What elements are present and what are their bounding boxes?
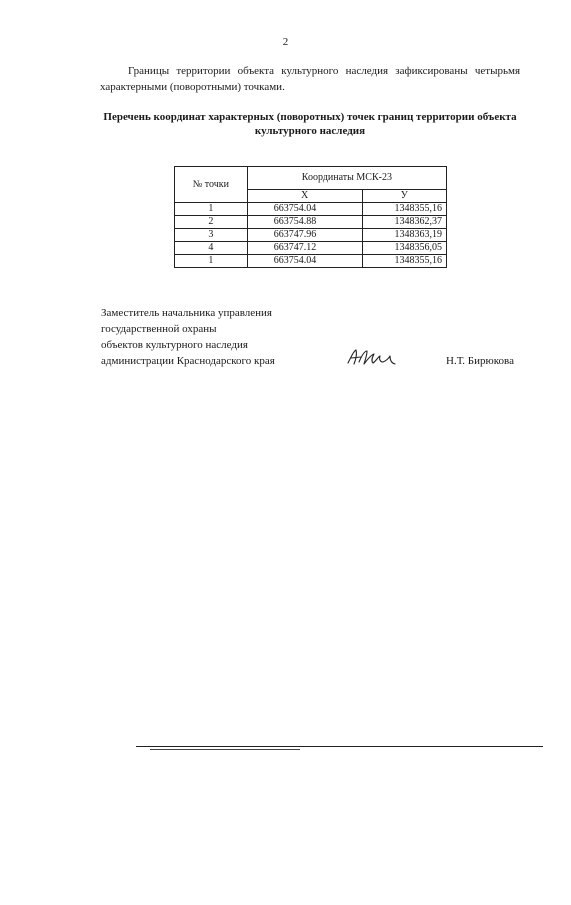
signatory-line: государственной охраны: [101, 323, 217, 335]
signatory-line: объектов культурного наследия: [101, 339, 248, 351]
intro-paragraph: [100, 63, 520, 95]
header-x: X: [247, 190, 362, 203]
point-number: 3: [175, 229, 248, 242]
coord-y: 1348355,16: [362, 255, 447, 268]
point-number: 4: [175, 242, 248, 255]
coord-x: 663754.04: [247, 203, 362, 216]
page-number: 2: [282, 36, 289, 48]
table-row: [175, 203, 447, 216]
table-header-row: [175, 167, 447, 190]
coord-x: 663754.04: [247, 255, 362, 268]
signatory-line: администрации Краснодарского края: [101, 355, 275, 367]
signatory-line: Заместитель начальника управления: [101, 307, 272, 319]
header-point-number: № точки: [175, 167, 248, 203]
point-number: 2: [175, 216, 248, 229]
table-row: [175, 216, 447, 229]
coordinates-list-title: Перечень координат характерных (поворотных) точек границ территории объекта культурного наследия: [103, 111, 517, 137]
header-coordinates: Координаты МСК-23: [247, 167, 446, 190]
intro-text: Границы территории объекта культурного наследия зафиксированы четырьмя характерными (поворотными) точками.: [100, 65, 520, 93]
coord-x: 663747.96: [247, 229, 362, 242]
table-row: [175, 242, 447, 255]
point-number: 1: [175, 255, 248, 268]
coord-y: 1348362,37: [362, 216, 447, 229]
handwritten-signature: [345, 345, 399, 369]
point-number: 1: [175, 203, 248, 216]
footer-rule: [136, 746, 543, 747]
coord-y: 1348363,19: [362, 229, 447, 242]
table-row: [175, 255, 447, 268]
coord-x: 663747.12: [247, 242, 362, 255]
footer-rule-secondary: [150, 749, 300, 750]
coord-x: 663754.88: [247, 216, 362, 229]
header-y: У: [362, 190, 447, 203]
signatory-position: [101, 305, 321, 369]
coordinates-table: [174, 166, 447, 268]
coord-y: 1348355,16: [362, 203, 447, 216]
table-row: [175, 229, 447, 242]
coord-y: 1348356,05: [362, 242, 447, 255]
signatory-name: Н.Т. Бирюкова: [446, 355, 514, 367]
